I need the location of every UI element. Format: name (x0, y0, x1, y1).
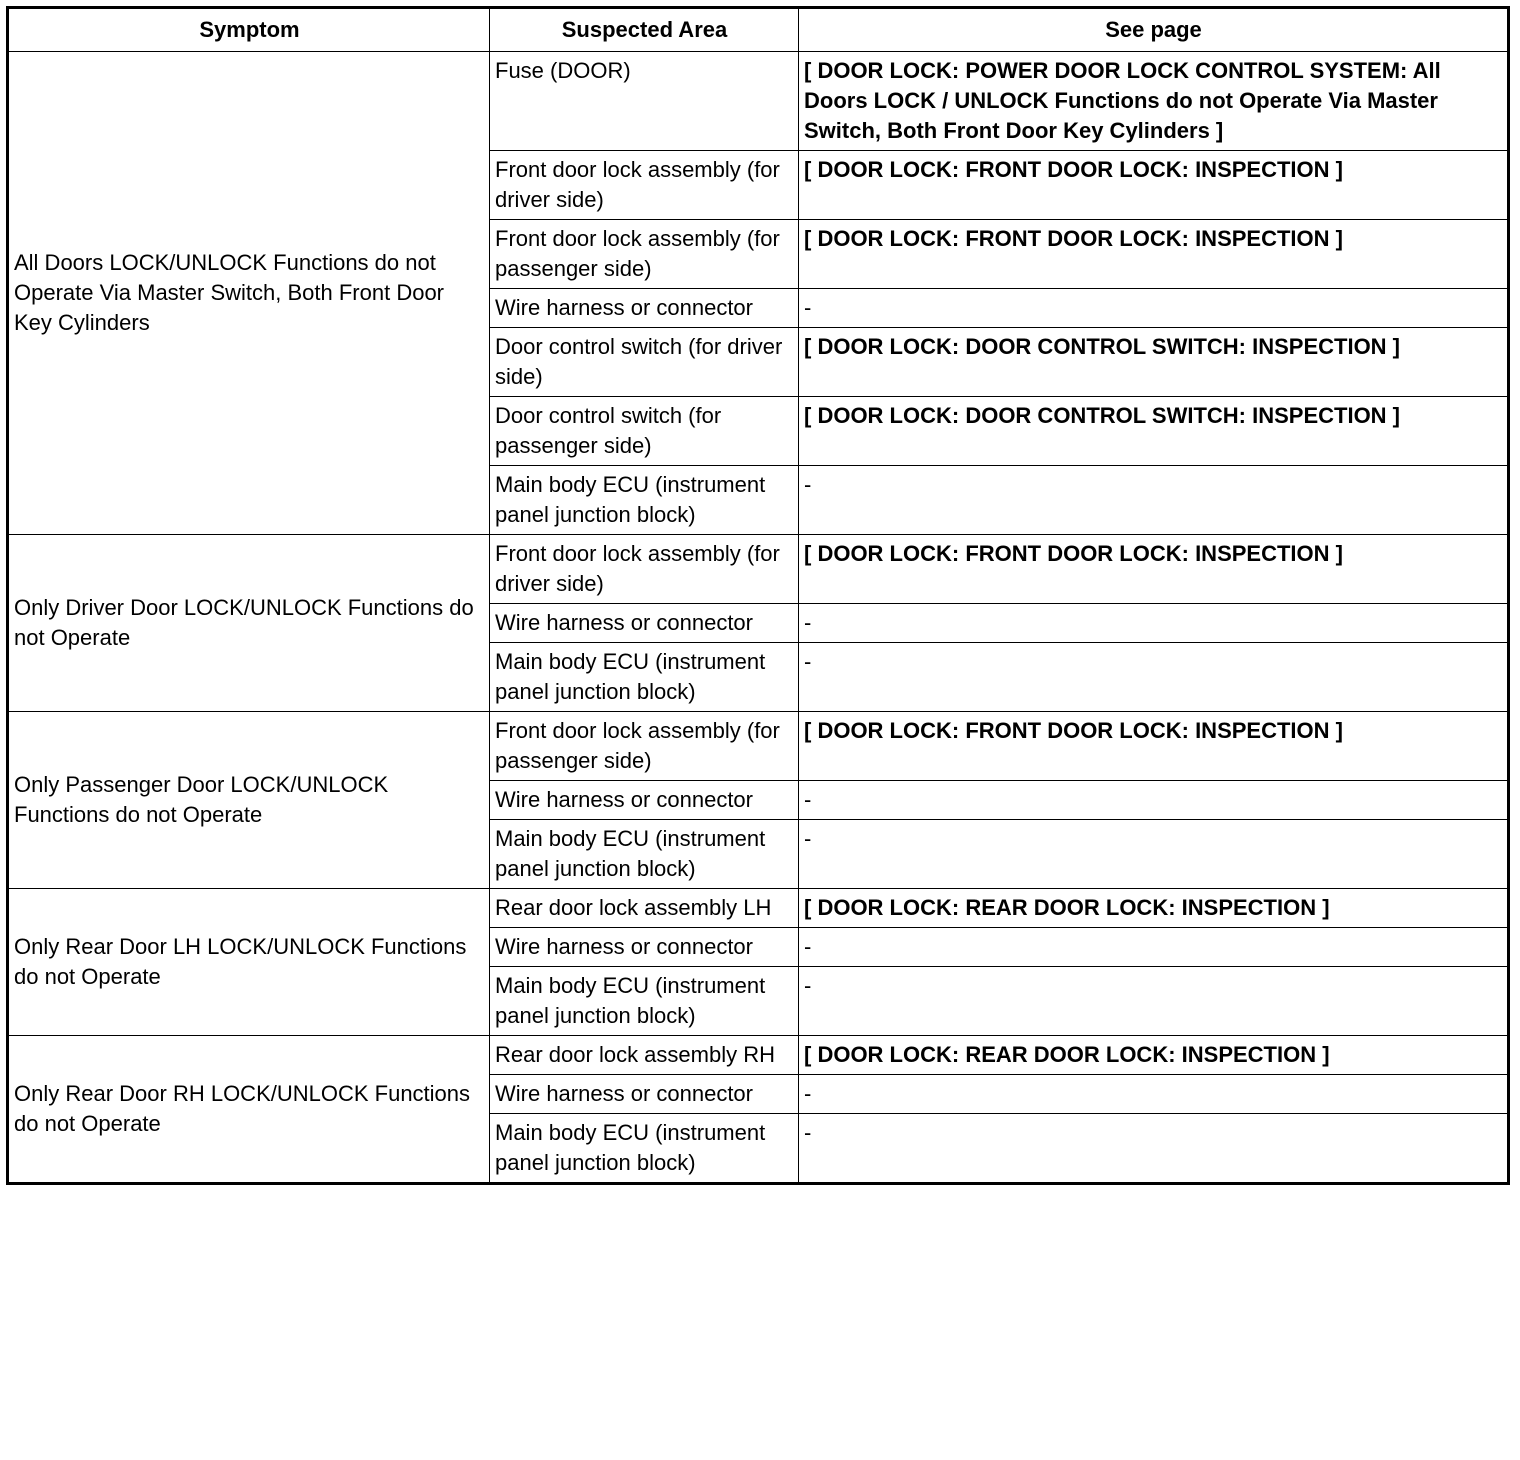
table-body (8, 52, 1509, 1184)
table-row (8, 889, 1509, 928)
see-page-cell: - (799, 928, 1509, 967)
see-page-cell: [ DOOR LOCK: POWER DOOR LOCK CONTROL SYSTEM: All Doors LOCK / UNLOCK Functions do not Operate Via Master Switch, Both Front Door Key Cylinders ] (799, 52, 1509, 151)
suspected-area-cell: Front door lock assembly (for driver side) (490, 151, 799, 220)
suspected-area-cell: Main body ECU (instrument panel junction block) (490, 466, 799, 535)
see-page-cell: - (799, 289, 1509, 328)
suspected-area-cell: Fuse (DOOR) (490, 52, 799, 151)
see-page-cell: - (799, 967, 1509, 1036)
table-row (8, 535, 1509, 604)
symptom-cell: All Doors LOCK/UNLOCK Functions do not Operate Via Master Switch, Both Front Door Key Cylinders (8, 52, 490, 535)
see-page-cell: - (799, 1114, 1509, 1184)
symptom-cell: Only Rear Door RH LOCK/UNLOCK Functions do not Operate (8, 1036, 490, 1184)
header-see-page: See page (799, 8, 1509, 52)
suspected-area-cell: Door control switch (for passenger side) (490, 397, 799, 466)
see-page-cell: - (799, 820, 1509, 889)
see-page-cell: - (799, 643, 1509, 712)
table-row (8, 1036, 1509, 1075)
see-page-cell: - (799, 781, 1509, 820)
suspected-area-cell: Front door lock assembly (for passenger side) (490, 712, 799, 781)
see-page-cell: [ DOOR LOCK: REAR DOOR LOCK: INSPECTION ] (799, 889, 1509, 928)
symptom-cell: Only Passenger Door LOCK/UNLOCK Functions do not Operate (8, 712, 490, 889)
see-page-cell: [ DOOR LOCK: REAR DOOR LOCK: INSPECTION ] (799, 1036, 1509, 1075)
table-row (8, 712, 1509, 781)
suspected-area-cell: Main body ECU (instrument panel junction block) (490, 820, 799, 889)
see-page-cell: - (799, 1075, 1509, 1114)
see-page-cell: [ DOOR LOCK: FRONT DOOR LOCK: INSPECTION ] (799, 712, 1509, 781)
suspected-area-cell: Wire harness or connector (490, 928, 799, 967)
see-page-cell: [ DOOR LOCK: FRONT DOOR LOCK: INSPECTION ] (799, 220, 1509, 289)
symptom-cell: Only Driver Door LOCK/UNLOCK Functions do not Operate (8, 535, 490, 712)
suspected-area-cell: Wire harness or connector (490, 1075, 799, 1114)
see-page-cell: [ DOOR LOCK: FRONT DOOR LOCK: INSPECTION ] (799, 535, 1509, 604)
suspected-area-cell: Wire harness or connector (490, 781, 799, 820)
suspected-area-cell: Door control switch (for driver side) (490, 328, 799, 397)
suspected-area-cell: Main body ECU (instrument panel junction block) (490, 643, 799, 712)
suspected-area-cell: Rear door lock assembly LH (490, 889, 799, 928)
suspected-area-cell: Wire harness or connector (490, 289, 799, 328)
see-page-cell: [ DOOR LOCK: DOOR CONTROL SWITCH: INSPECTION ] (799, 397, 1509, 466)
symptom-cell: Only Rear Door LH LOCK/UNLOCK Functions do not Operate (8, 889, 490, 1036)
suspected-area-cell: Rear door lock assembly RH (490, 1036, 799, 1075)
suspected-area-cell: Front door lock assembly (for driver side) (490, 535, 799, 604)
header-symptom: Symptom (8, 8, 490, 52)
troubleshooting-table (6, 6, 1510, 1185)
see-page-cell: [ DOOR LOCK: FRONT DOOR LOCK: INSPECTION ] (799, 151, 1509, 220)
table-row (8, 52, 1509, 151)
see-page-cell: - (799, 466, 1509, 535)
header-suspected-area: Suspected Area (490, 8, 799, 52)
suspected-area-cell: Main body ECU (instrument panel junction block) (490, 967, 799, 1036)
suspected-area-cell: Front door lock assembly (for passenger side) (490, 220, 799, 289)
suspected-area-cell: Main body ECU (instrument panel junction block) (490, 1114, 799, 1184)
see-page-cell: - (799, 604, 1509, 643)
see-page-cell: [ DOOR LOCK: DOOR CONTROL SWITCH: INSPECTION ] (799, 328, 1509, 397)
header-row (8, 8, 1509, 52)
suspected-area-cell: Wire harness or connector (490, 604, 799, 643)
